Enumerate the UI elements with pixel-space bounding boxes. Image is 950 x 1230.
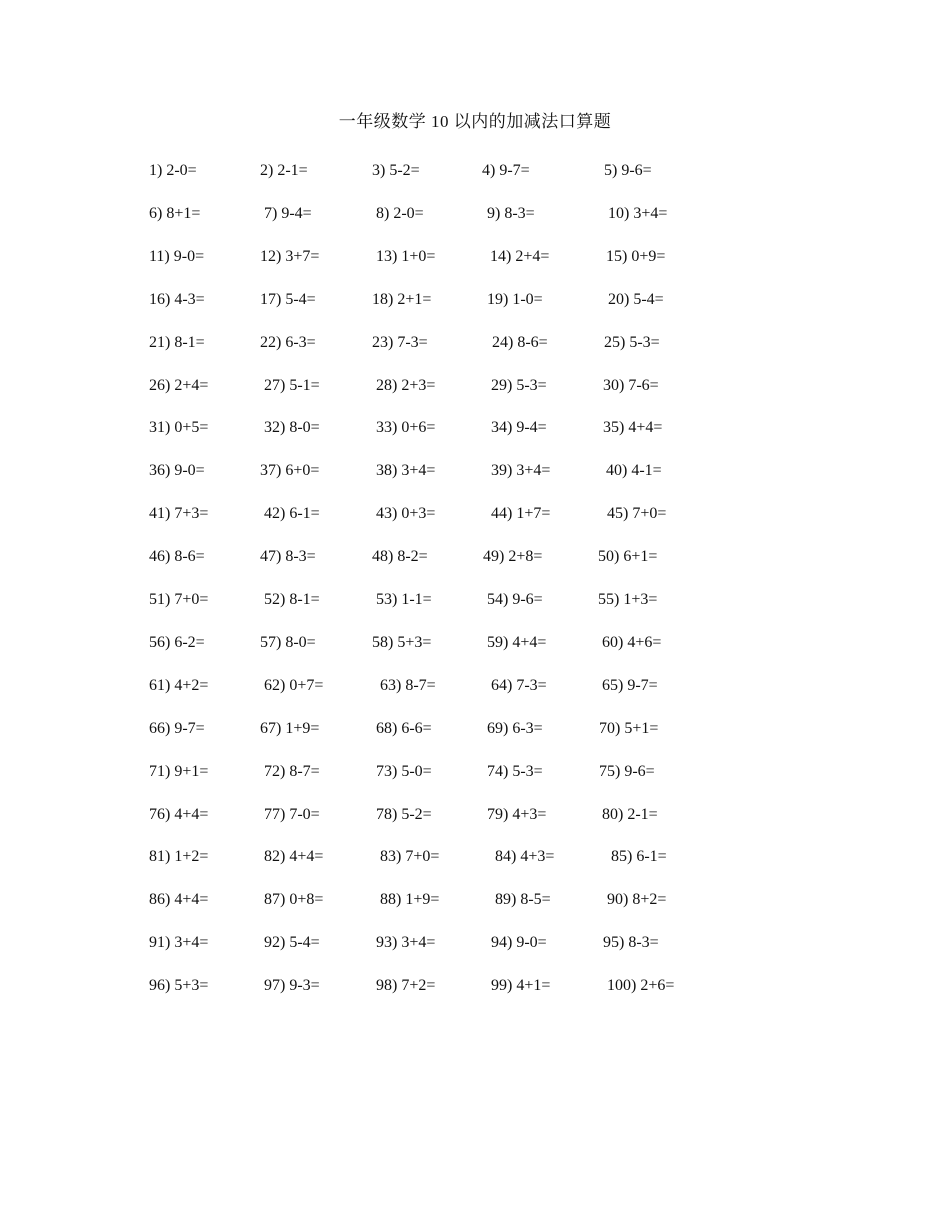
problem-item: 79) 4+3=: [487, 806, 547, 823]
problem-item: 1) 2-0=: [149, 162, 197, 179]
problem-item: 36) 9-0=: [149, 462, 205, 479]
problem-item: 67) 1+9=: [260, 720, 320, 737]
problem-item: 98) 7+2=: [376, 977, 436, 994]
problem-item: 59) 4+4=: [487, 634, 547, 651]
problem-item: 43) 0+3=: [376, 505, 436, 522]
problem-item: 22) 6-3=: [260, 334, 316, 351]
problem-item: 46) 8-6=: [149, 548, 205, 565]
problem-item: 33) 0+6=: [376, 419, 436, 436]
problem-item: 35) 4+4=: [603, 419, 663, 436]
problem-item: 16) 4-3=: [149, 291, 205, 308]
problem-item: 29) 5-3=: [491, 377, 547, 394]
problem-item: 88) 1+9=: [380, 891, 440, 908]
problem-item: 41) 7+3=: [149, 505, 209, 522]
problem-item: 65) 9-7=: [602, 677, 658, 694]
problem-item: 82) 4+4=: [264, 848, 324, 865]
problem-item: 69) 6-3=: [487, 720, 543, 737]
problem-item: 70) 5+1=: [599, 720, 659, 737]
problem-item: 86) 4+4=: [149, 891, 209, 908]
problem-item: 63) 8-7=: [380, 677, 436, 694]
problem-item: 52) 8-1=: [264, 591, 320, 608]
problem-item: 74) 5-3=: [487, 763, 543, 780]
problem-item: 23) 7-3=: [372, 334, 428, 351]
problem-item: 25) 5-3=: [604, 334, 660, 351]
problem-item: 77) 7-0=: [264, 806, 320, 823]
problem-item: 45) 7+0=: [607, 505, 667, 522]
problem-item: 100) 2+6=: [607, 977, 675, 994]
problem-item: 50) 6+1=: [598, 548, 658, 565]
problem-item: 20) 5-4=: [608, 291, 664, 308]
problem-item: 95) 8-3=: [603, 934, 659, 951]
problem-item: 66) 9-7=: [149, 720, 205, 737]
problem-item: 68) 6-6=: [376, 720, 432, 737]
problem-item: 10) 3+4=: [608, 205, 668, 222]
problem-item: 47) 8-3=: [260, 548, 316, 565]
problem-item: 49) 2+8=: [483, 548, 543, 565]
problem-item: 93) 3+4=: [376, 934, 436, 951]
problem-item: 76) 4+4=: [149, 806, 209, 823]
problem-item: 56) 6-2=: [149, 634, 205, 651]
problem-item: 11) 9-0=: [149, 248, 205, 265]
problem-item: 57) 8-0=: [260, 634, 316, 651]
problem-item: 54) 9-6=: [487, 591, 543, 608]
problem-item: 99) 4+1=: [491, 977, 551, 994]
problem-item: 97) 9-3=: [264, 977, 320, 994]
problem-item: 19) 1-0=: [487, 291, 543, 308]
problem-item: 42) 6-1=: [264, 505, 320, 522]
problem-item: 80) 2-1=: [602, 806, 658, 823]
problem-item: 40) 4-1=: [606, 462, 662, 479]
problem-item: 37) 6+0=: [260, 462, 320, 479]
problem-item: 38) 3+4=: [376, 462, 436, 479]
problem-item: 72) 8-7=: [264, 763, 320, 780]
problem-item: 34) 9-4=: [491, 419, 547, 436]
problem-item: 58) 5+3=: [372, 634, 432, 651]
problem-item: 12) 3+7=: [260, 248, 320, 265]
problem-item: 15) 0+9=: [606, 248, 666, 265]
problem-item: 96) 5+3=: [149, 977, 209, 994]
problem-item: 71) 9+1=: [149, 763, 209, 780]
problem-item: 53) 1-1=: [376, 591, 432, 608]
problem-item: 5) 9-6=: [604, 162, 652, 179]
problem-item: 3) 5-2=: [372, 162, 420, 179]
problem-item: 48) 8-2=: [372, 548, 428, 565]
problem-item: 27) 5-1=: [264, 377, 320, 394]
problem-item: 78) 5-2=: [376, 806, 432, 823]
problem-item: 55) 1+3=: [598, 591, 658, 608]
problem-item: 90) 8+2=: [607, 891, 667, 908]
problem-item: 92) 5-4=: [264, 934, 320, 951]
problem-item: 62) 0+7=: [264, 677, 324, 694]
problem-item: 39) 3+4=: [491, 462, 551, 479]
problem-item: 9) 8-3=: [487, 205, 535, 222]
problem-item: 75) 9-6=: [599, 763, 655, 780]
problem-item: 14) 2+4=: [490, 248, 550, 265]
problem-item: 2) 2-1=: [260, 162, 308, 179]
problem-item: 8) 2-0=: [376, 205, 424, 222]
problem-item: 30) 7-6=: [603, 377, 659, 394]
problem-item: 6) 8+1=: [149, 205, 201, 222]
problem-item: 89) 8-5=: [495, 891, 551, 908]
problem-item: 21) 8-1=: [149, 334, 205, 351]
problem-item: 28) 2+3=: [376, 377, 436, 394]
problem-item: 61) 4+2=: [149, 677, 209, 694]
problem-item: 81) 1+2=: [149, 848, 209, 865]
problem-item: 51) 7+0=: [149, 591, 209, 608]
problem-item: 17) 5-4=: [260, 291, 316, 308]
problem-item: 64) 7-3=: [491, 677, 547, 694]
problem-item: 44) 1+7=: [491, 505, 551, 522]
problem-item: 60) 4+6=: [602, 634, 662, 651]
problem-item: 7) 9-4=: [264, 205, 312, 222]
problem-item: 94) 9-0=: [491, 934, 547, 951]
problem-item: 85) 6-1=: [611, 848, 667, 865]
problem-item: 91) 3+4=: [149, 934, 209, 951]
problem-item: 87) 0+8=: [264, 891, 324, 908]
worksheet-title: 一年级数学 10 以内的加减法口算题: [338, 112, 612, 131]
problem-item: 73) 5-0=: [376, 763, 432, 780]
problem-item: 18) 2+1=: [372, 291, 432, 308]
problem-item: 13) 1+0=: [376, 248, 436, 265]
problem-item: 83) 7+0=: [380, 848, 440, 865]
problem-item: 24) 8-6=: [492, 334, 548, 351]
problem-item: 26) 2+4=: [149, 377, 209, 394]
problem-item: 31) 0+5=: [149, 419, 209, 436]
problem-item: 32) 8-0=: [264, 419, 320, 436]
problem-item: 84) 4+3=: [495, 848, 555, 865]
problem-item: 4) 9-7=: [482, 162, 530, 179]
